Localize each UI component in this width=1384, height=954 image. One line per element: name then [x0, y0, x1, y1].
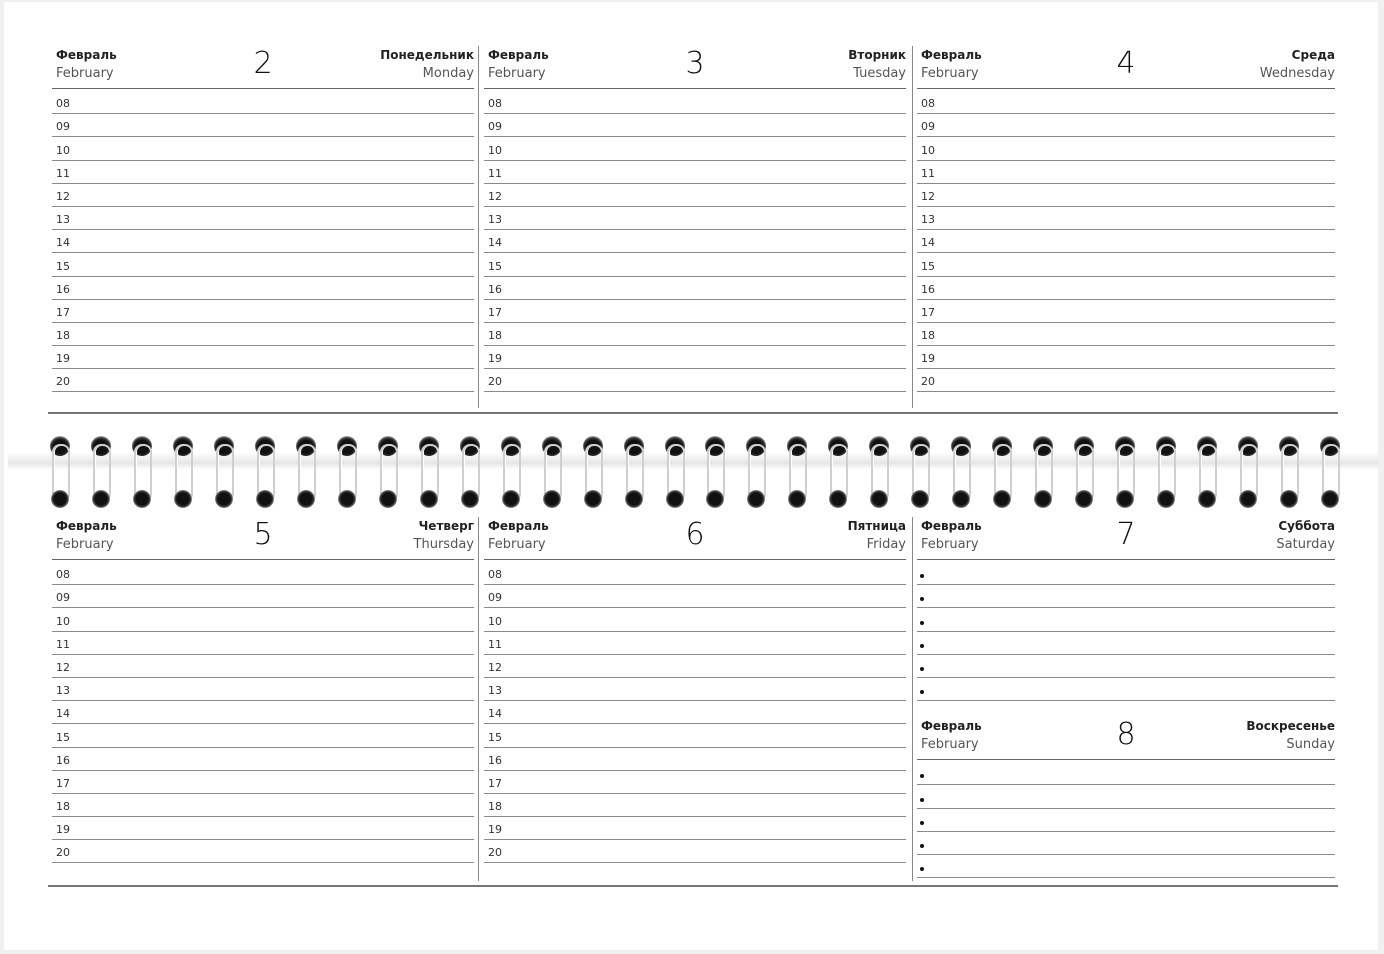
hour-label: 08: [56, 97, 70, 111]
note-row[interactable]: [917, 832, 1335, 855]
punch-hole: [788, 490, 806, 508]
punch-hole: [1239, 490, 1257, 508]
hour-label: 11: [488, 637, 502, 651]
punch-hole: [215, 490, 233, 508]
hour-row[interactable]: [52, 678, 474, 701]
hour-row[interactable]: [484, 701, 906, 724]
punch-hole: [420, 490, 438, 508]
punch-hole: [747, 490, 765, 508]
day-header-sunday: [917, 715, 1335, 760]
day-header: [917, 44, 1335, 89]
hour-label: 16: [921, 282, 935, 296]
spiral-ring: [48, 434, 72, 512]
hour-row[interactable]: [484, 724, 906, 747]
day-header: [52, 44, 474, 89]
punch-hole: [51, 490, 69, 508]
hour-row[interactable]: [484, 794, 906, 817]
hour-row[interactable]: [917, 161, 1335, 184]
hour-label: 12: [921, 189, 935, 203]
spiral-ring: [212, 434, 236, 512]
spiral-ring: [89, 434, 113, 512]
note-row[interactable]: [917, 855, 1335, 878]
hour-label: 19: [56, 823, 70, 837]
month-ru: Февраль: [56, 519, 117, 533]
top-page: [48, 44, 1338, 416]
hour-row[interactable]: [917, 114, 1335, 137]
punch-hole: [1116, 490, 1134, 508]
hour-label: 13: [56, 213, 70, 227]
punch-hole: [829, 490, 847, 508]
month-en: February: [488, 66, 546, 81]
hour-label: 12: [56, 189, 70, 203]
hour-row[interactable]: [484, 748, 906, 771]
hour-row[interactable]: [917, 346, 1335, 369]
punch-hole: [952, 490, 970, 508]
hour-rows: [484, 91, 906, 392]
hour-row[interactable]: [52, 230, 474, 253]
hour-label: 17: [56, 776, 70, 790]
punch-hole: [92, 490, 110, 508]
hour-row[interactable]: [917, 207, 1335, 230]
weekday-ru: Четверг: [418, 519, 474, 533]
day-number: 6: [685, 517, 705, 552]
hour-label: 09: [488, 591, 502, 605]
spiral-ring: [1277, 434, 1301, 512]
day-number: 3: [685, 46, 705, 81]
hour-label: 09: [56, 591, 70, 605]
hour-label: 18: [56, 800, 70, 814]
hour-row[interactable]: [52, 323, 474, 346]
day-friday: [484, 515, 906, 863]
hour-row[interactable]: [52, 794, 474, 817]
hour-row[interactable]: [52, 277, 474, 300]
day-number: 2: [253, 46, 273, 81]
spiral-ring: [826, 434, 850, 512]
hour-row[interactable]: [484, 346, 906, 369]
hour-rows: [52, 562, 474, 863]
hour-label: 08: [56, 568, 70, 582]
punch-hole: [1157, 490, 1175, 508]
hour-label: 12: [488, 660, 502, 674]
bullet-icon: [920, 597, 924, 601]
hour-label: 16: [56, 753, 70, 767]
hour-label: 13: [56, 684, 70, 698]
hour-label: 20: [488, 846, 502, 860]
hour-label: 18: [56, 329, 70, 343]
hour-label: 14: [921, 236, 935, 250]
punch-hole: [1198, 490, 1216, 508]
hour-row[interactable]: [484, 608, 906, 631]
spiral-ring: [171, 434, 195, 512]
hour-row[interactable]: [52, 300, 474, 323]
day-header: [484, 515, 906, 560]
hour-label: 12: [488, 189, 502, 203]
month-en: February: [488, 537, 546, 552]
hour-label: 13: [488, 213, 502, 227]
hour-rows: [917, 91, 1335, 392]
punch-hole: [584, 490, 602, 508]
spiral-ring: [1236, 434, 1260, 512]
hour-row[interactable]: [917, 323, 1335, 346]
hour-label: 09: [488, 120, 502, 134]
spiral-ring: [703, 434, 727, 512]
hour-label: 13: [921, 213, 935, 227]
spiral-ring: [335, 434, 359, 512]
hour-row[interactable]: [484, 161, 906, 184]
bullet-icon: [920, 821, 924, 825]
hour-row[interactable]: [52, 161, 474, 184]
hour-label: 20: [488, 375, 502, 389]
hour-row[interactable]: [484, 91, 906, 114]
month-ru: Февраль: [56, 48, 117, 62]
weekday-en: Monday: [422, 66, 474, 81]
spiral-ring: [540, 434, 564, 512]
hour-row[interactable]: [917, 277, 1335, 300]
day-weekend: [917, 515, 1335, 878]
note-row[interactable]: [917, 785, 1335, 808]
hour-label: 17: [488, 305, 502, 319]
day-tuesday: [484, 44, 906, 392]
punch-hole: [625, 490, 643, 508]
weekday-ru: Вторник: [848, 48, 906, 62]
spiral-ring: [990, 434, 1014, 512]
weekday-ru: Среда: [1291, 48, 1335, 62]
bullet-icon: [920, 798, 924, 802]
hour-label: 19: [488, 352, 502, 366]
hour-label: 08: [921, 97, 935, 111]
month-en: February: [921, 737, 979, 753]
spiral-ring: [1072, 434, 1096, 512]
month-en: February: [921, 537, 979, 552]
hour-row[interactable]: [484, 678, 906, 701]
hour-row[interactable]: [484, 655, 906, 678]
note-row[interactable]: [917, 632, 1335, 655]
hour-label: 18: [488, 800, 502, 814]
hour-label: 14: [488, 707, 502, 721]
hour-label: 15: [56, 259, 70, 273]
hour-rows: [52, 91, 474, 392]
hour-label: 15: [488, 259, 502, 273]
weekday-en: Wednesday: [1259, 66, 1335, 81]
month-en: February: [56, 537, 114, 552]
hour-label: 18: [921, 329, 935, 343]
weekday-en: Friday: [866, 537, 906, 552]
note-row[interactable]: [917, 655, 1335, 678]
hour-label: 11: [488, 166, 502, 180]
hour-row[interactable]: [917, 137, 1335, 160]
spiral-ring: [867, 434, 891, 512]
hour-label: 14: [56, 707, 70, 721]
column-divider: [912, 517, 913, 881]
bullet-icon: [920, 774, 924, 778]
hour-row[interactable]: [52, 701, 474, 724]
spiral-ring: [908, 434, 932, 512]
spiral-ring: [949, 434, 973, 512]
spiral-ring: [744, 434, 768, 512]
hour-label: 14: [488, 236, 502, 250]
punch-hole: [174, 490, 192, 508]
punch-hole: [1321, 490, 1339, 508]
day-header: [52, 515, 474, 560]
hour-label: 16: [488, 753, 502, 767]
hour-row[interactable]: [52, 184, 474, 207]
hour-row[interactable]: [52, 724, 474, 747]
punch-hole: [133, 490, 151, 508]
spiral-ring: [663, 434, 687, 512]
hour-row[interactable]: [52, 137, 474, 160]
punch-hole: [1034, 490, 1052, 508]
day-thursday: [52, 515, 474, 863]
punch-hole: [543, 490, 561, 508]
hour-label: 16: [488, 282, 502, 296]
punch-hole: [461, 490, 479, 508]
hour-label: 20: [56, 846, 70, 860]
hour-row[interactable]: [52, 369, 474, 392]
hour-row[interactable]: [52, 207, 474, 230]
hour-row[interactable]: [52, 817, 474, 840]
hour-label: 08: [488, 568, 502, 582]
hour-row[interactable]: [52, 655, 474, 678]
hour-row[interactable]: [484, 230, 906, 253]
hour-label: 15: [56, 730, 70, 744]
hour-row[interactable]: [52, 114, 474, 137]
hour-row[interactable]: [484, 114, 906, 137]
hour-label: 19: [56, 352, 70, 366]
hour-label: 19: [488, 823, 502, 837]
hour-label: 10: [56, 143, 70, 157]
hour-row[interactable]: [484, 300, 906, 323]
spiral-ring: [499, 434, 523, 512]
hour-label: 19: [921, 352, 935, 366]
punch-hole: [993, 490, 1011, 508]
punch-hole: [338, 490, 356, 508]
spiral-binding: [52, 434, 1342, 514]
hour-row[interactable]: [52, 562, 474, 585]
day-wednesday: [917, 44, 1335, 392]
month-ru: Февраль: [488, 48, 549, 62]
note-row[interactable]: [917, 608, 1335, 631]
hour-label: 10: [488, 614, 502, 628]
hour-row[interactable]: [484, 632, 906, 655]
bottom-page: [48, 515, 1338, 891]
hour-label: 10: [56, 614, 70, 628]
hour-label: 18: [488, 329, 502, 343]
month-ru: Февраль: [921, 719, 982, 734]
weekday-ru: Воскресенье: [1246, 719, 1335, 734]
hour-row[interactable]: [52, 91, 474, 114]
month-en: February: [56, 66, 114, 81]
day-header: [484, 44, 906, 89]
bullet-icon: [920, 867, 924, 871]
day-number: 5: [253, 517, 273, 552]
spiral-ring: [458, 434, 482, 512]
hour-label: 11: [56, 637, 70, 651]
punch-hole: [502, 490, 520, 508]
hour-label: 11: [56, 166, 70, 180]
bullet-icon: [920, 690, 924, 694]
note-row[interactable]: [917, 762, 1335, 785]
hour-label: 09: [921, 120, 935, 134]
month-en: February: [921, 66, 979, 81]
bullet-rows-saturday: [917, 562, 1335, 701]
hour-row[interactable]: [484, 771, 906, 794]
spiral-ring: [1195, 434, 1219, 512]
day-header-saturday: [917, 515, 1335, 560]
day-monday: [52, 44, 474, 392]
hour-row[interactable]: [917, 253, 1335, 276]
note-row[interactable]: [917, 562, 1335, 585]
weekday-ru: Понедельник: [380, 48, 474, 62]
hour-label: 11: [921, 166, 935, 180]
hour-row[interactable]: [484, 562, 906, 585]
month-ru: Февраль: [921, 48, 982, 62]
bullet-icon: [920, 621, 924, 625]
hour-row[interactable]: [917, 300, 1335, 323]
spiral-ring: [1031, 434, 1055, 512]
hour-label: 17: [921, 305, 935, 319]
hour-label: 16: [56, 282, 70, 296]
punch-hole: [297, 490, 315, 508]
hour-row[interactable]: [52, 748, 474, 771]
hour-row[interactable]: [917, 230, 1335, 253]
spiral-ring: [376, 434, 400, 512]
spiral-ring: [622, 434, 646, 512]
note-row[interactable]: [917, 809, 1335, 832]
hour-label: 17: [488, 776, 502, 790]
bullet-icon: [920, 844, 924, 848]
bullet-icon: [920, 574, 924, 578]
column-divider: [478, 517, 479, 881]
bullet-icon: [920, 667, 924, 671]
hour-row[interactable]: [52, 608, 474, 631]
hour-label: 14: [56, 236, 70, 250]
punch-hole: [1280, 490, 1298, 508]
hour-row[interactable]: [484, 369, 906, 392]
hour-label: 20: [921, 375, 935, 389]
hour-label: 15: [921, 259, 935, 273]
spiral-ring: [1113, 434, 1137, 512]
spiral-ring: [253, 434, 277, 512]
punch-hole: [911, 490, 929, 508]
weekday-ru: Суббота: [1278, 519, 1335, 533]
punch-hole: [706, 490, 724, 508]
bullet-rows-sunday: [917, 762, 1335, 878]
bullet-icon: [920, 644, 924, 648]
hour-label: 10: [921, 143, 935, 157]
hour-row[interactable]: [484, 207, 906, 230]
hour-row[interactable]: [917, 184, 1335, 207]
hour-row[interactable]: [52, 771, 474, 794]
column-divider: [912, 46, 913, 408]
note-row[interactable]: [917, 585, 1335, 608]
hour-label: 08: [488, 97, 502, 111]
weekday-en: Tuesday: [853, 66, 906, 81]
hour-label: 09: [56, 120, 70, 134]
hour-row[interactable]: [484, 817, 906, 840]
punch-hole: [870, 490, 888, 508]
spiral-ring: [1154, 434, 1178, 512]
hour-row[interactable]: [52, 840, 474, 863]
day-number: 8: [1116, 717, 1136, 753]
hour-row[interactable]: [484, 277, 906, 300]
hour-label: 13: [488, 684, 502, 698]
weekday-en: Sunday: [1286, 737, 1335, 753]
spiral-ring: [294, 434, 318, 512]
column-divider: [478, 46, 479, 408]
hour-rows: [484, 562, 906, 863]
hour-label: 15: [488, 730, 502, 744]
spiral-ring: [581, 434, 605, 512]
hour-row[interactable]: [484, 840, 906, 863]
month-ru: Февраль: [921, 519, 982, 533]
hour-row[interactable]: [917, 369, 1335, 392]
hour-row[interactable]: [52, 346, 474, 369]
day-number: 7: [1116, 517, 1136, 552]
hour-label: 12: [56, 660, 70, 674]
hour-row[interactable]: [52, 585, 474, 608]
day-number: 4: [1116, 46, 1136, 81]
month-ru: Февраль: [488, 519, 549, 533]
hour-row[interactable]: [484, 137, 906, 160]
hour-label: 10: [488, 143, 502, 157]
punch-hole: [379, 490, 397, 508]
hour-row[interactable]: [484, 184, 906, 207]
spiral-ring: [1318, 434, 1342, 512]
hour-row[interactable]: [484, 253, 906, 276]
hour-row[interactable]: [917, 91, 1335, 114]
spiral-ring: [785, 434, 809, 512]
hour-row[interactable]: [484, 585, 906, 608]
punch-hole: [256, 490, 274, 508]
weekday-ru: Пятница: [847, 519, 906, 533]
hour-row[interactable]: [52, 253, 474, 276]
page-bottom-rule: [48, 885, 1338, 887]
hour-label: 17: [56, 305, 70, 319]
hour-label: 20: [56, 375, 70, 389]
weekday-en: Thursday: [413, 537, 474, 552]
hour-row[interactable]: [484, 323, 906, 346]
punch-hole: [666, 490, 684, 508]
weekday-en: Saturday: [1276, 537, 1335, 552]
note-row[interactable]: [917, 678, 1335, 701]
hour-row[interactable]: [52, 632, 474, 655]
page-bottom-rule: [48, 412, 1338, 414]
spiral-ring: [130, 434, 154, 512]
punch-hole: [1075, 490, 1093, 508]
spiral-ring: [417, 434, 441, 512]
